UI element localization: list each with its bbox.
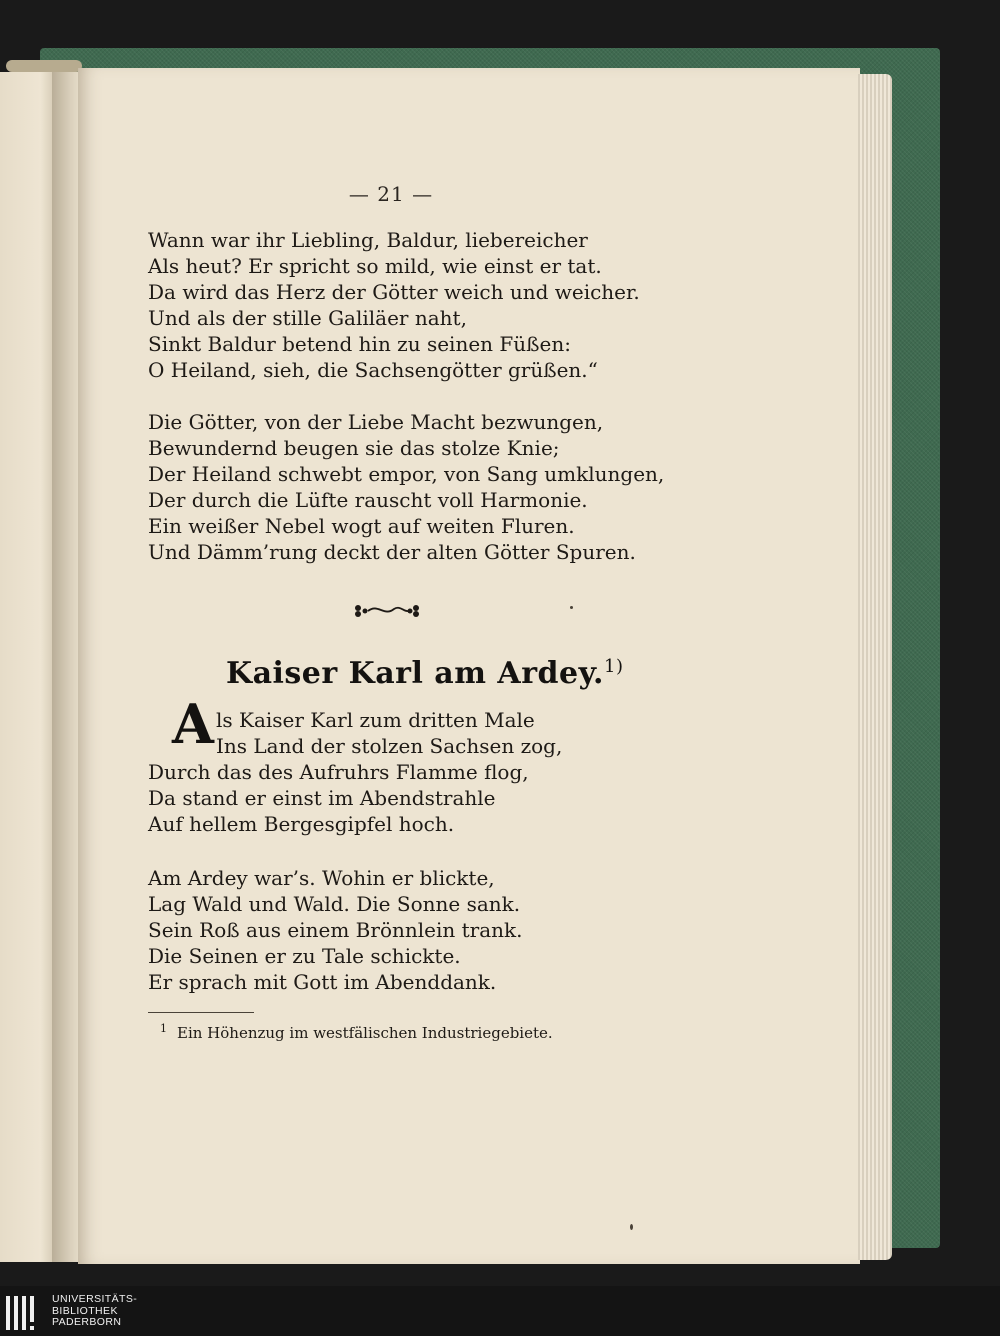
verse-line: O Heiland, sieh, die Sachsengötter grüßen.“ bbox=[148, 358, 598, 382]
verse-line: Da stand er einst im Abendstrahle bbox=[148, 786, 496, 810]
verse-line: Die Seinen er zu Tale schickte. bbox=[148, 944, 461, 968]
footnote-text: Ein Höhenzug im westfälischen Industriegebiete. bbox=[177, 1024, 553, 1042]
left-page-edge bbox=[0, 72, 58, 1262]
verse-line: Der Heiland schwebt empor, von Sang umklungen, bbox=[148, 462, 665, 486]
verse-line: Ins Land der stolzen Sachsen zog, bbox=[216, 734, 563, 758]
verse-line: Am Ardey war’s. Wohin er blickte, bbox=[148, 866, 495, 890]
verse-line: Als heut? Er spricht so mild, wie einst er tat. bbox=[148, 254, 602, 278]
footnote bbox=[160, 1024, 553, 1042]
poem-title bbox=[226, 656, 624, 691]
library-footer bbox=[0, 1286, 1000, 1336]
page-stack-edges bbox=[858, 74, 892, 1260]
verse-line: Und Dämm’rung deckt der alten Götter Spuren. bbox=[148, 540, 636, 564]
poem-title-text: Kaiser Karl am Ardey. bbox=[226, 656, 604, 691]
section-ornament bbox=[352, 600, 422, 620]
verse-line: Sinkt Baldur betend hin zu seinen Füßen: bbox=[148, 332, 571, 356]
verse-line: Wann war ihr Liebling, Baldur, liebereicher bbox=[148, 228, 588, 252]
verse-line: Der durch die Lüfte rauscht voll Harmonie. bbox=[148, 488, 588, 512]
verse-line: Bewundernd beugen sie das stolze Knie; bbox=[148, 436, 560, 460]
drop-cap: A bbox=[172, 692, 214, 756]
verse-line: Und als der stille Galiläer naht, bbox=[148, 306, 467, 330]
verse-line: Da wird das Herz der Götter weich und weicher. bbox=[148, 280, 640, 304]
poem-title-footnote-ref: 1) bbox=[604, 656, 624, 677]
logo-line: PADERBORN bbox=[52, 1316, 122, 1328]
footnote-mark: 1 bbox=[160, 1022, 167, 1035]
logo-line: BIBLIOTHEK bbox=[52, 1304, 118, 1317]
binding-thread bbox=[6, 60, 82, 72]
paper-speck bbox=[570, 606, 573, 609]
verse-line: ls Kaiser Karl zum dritten Male bbox=[216, 708, 535, 732]
library-logo-icon bbox=[6, 1296, 42, 1330]
verse-line: Auf hellem Bergesgipfel hoch. bbox=[148, 812, 455, 836]
footnote-rule bbox=[148, 1012, 254, 1013]
verse-line: Sein Roß aus einem Brönnlein trank. bbox=[148, 918, 523, 942]
verse-line: Die Götter, von der Liebe Macht bezwungen, bbox=[148, 410, 604, 434]
verse-line: Ein weißer Nebel wogt auf weiten Fluren. bbox=[148, 514, 575, 538]
logo-line: UNIVERSITÄTS- bbox=[52, 1293, 138, 1305]
verse-line: Lag Wald und Wald. Die Sonne sank. bbox=[148, 892, 521, 916]
library-logo-text bbox=[52, 1294, 137, 1329]
verse-line: Durch das des Aufruhrs Flamme flog, bbox=[148, 760, 529, 784]
paper-speck bbox=[630, 1224, 633, 1230]
page-number: — 21 — bbox=[348, 182, 434, 206]
verse-line: Er sprach mit Gott im Abenddank. bbox=[148, 970, 497, 994]
